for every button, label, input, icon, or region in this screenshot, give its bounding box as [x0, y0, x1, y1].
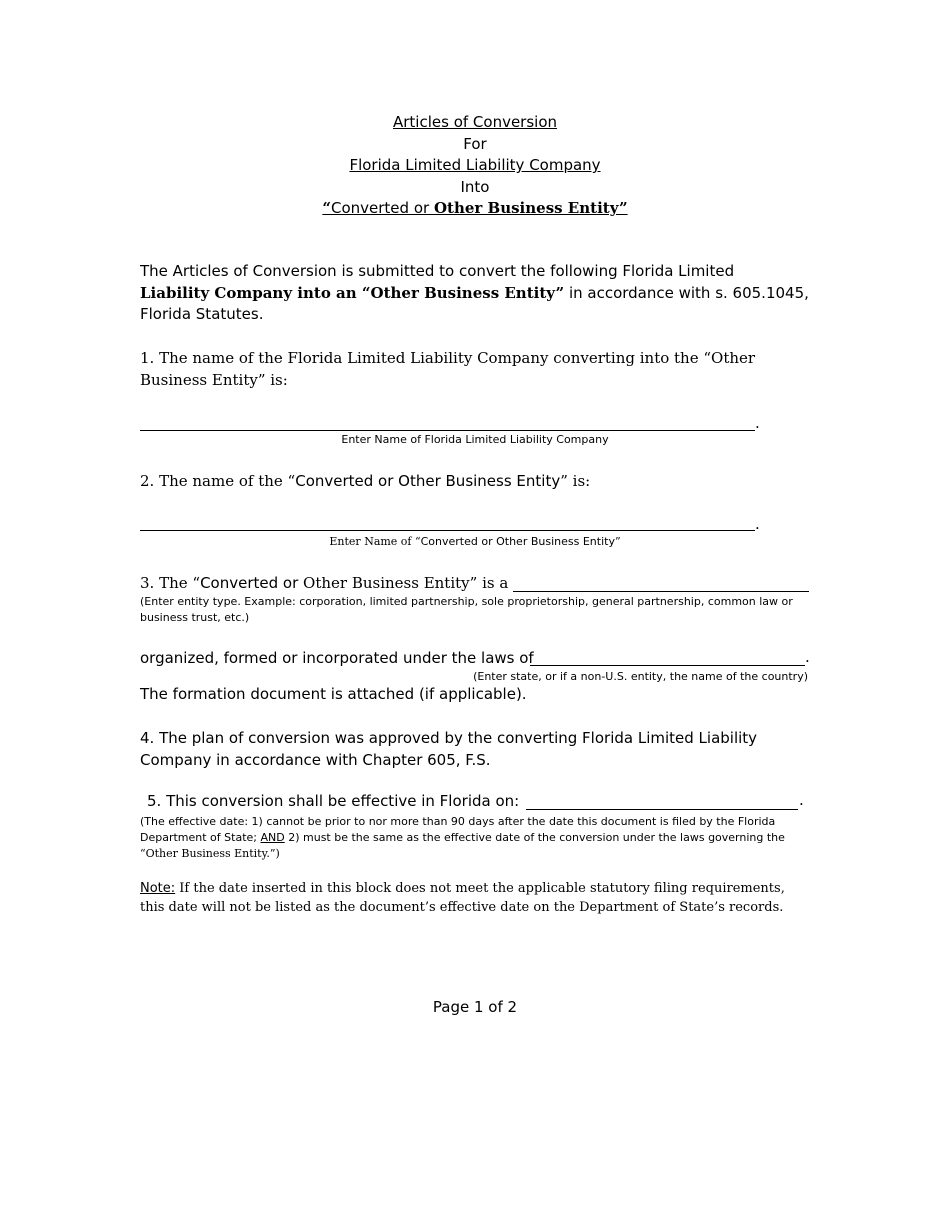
entity-name-caption: Enter Name of “Converted or Other Business Entity” — [329, 535, 621, 548]
llc-name-caption: Enter Name of Florida Limited Liability Company — [341, 433, 609, 446]
entity-type-field[interactable] — [513, 591, 809, 592]
jurisdiction-caption: (Enter state, or if a non-U.S. entity, the name of the country) — [473, 670, 808, 683]
effective-date-field[interactable] — [526, 809, 798, 810]
intro-paragraph: The Articles of Conversion is submitted to convert the following Florida Limited Liability Company into an “Other Business Entity” in accordance with s. 605.1045, Florida Statutes. — [140, 262, 809, 323]
title-florida-llc: Florida Limited Liability Company — [349, 156, 601, 174]
jurisdiction-field[interactable] — [530, 665, 805, 666]
organized-text: organized, formed or incorporated under the laws of — [140, 649, 534, 667]
item5-period: . — [799, 791, 804, 809]
title-into: Into — [460, 177, 490, 196]
item4-text: 4. The plan of conversion was approved by the converting Florida Limited Liability Company in accordance with Chapter 605, F.S. — [140, 729, 758, 769]
title-converted-entity: “Converted or Other Business Entity” — [322, 199, 628, 217]
item1-text: 1. The name of the Florida Limited Liability Company converting into the “Other Business Entity” is: — [140, 349, 756, 389]
item5-text: 5. This conversion shall be effective in Florida on: — [147, 792, 520, 810]
entity-type-note: (Enter entity type. Example: corporation, limited partnership, sole proprietorship, general partnership, common law or business trust, etc.) — [140, 595, 793, 624]
item3-text: 3. The “Converted or Other Business Entity” is a — [140, 574, 509, 592]
llc-name-field[interactable] — [140, 430, 755, 431]
item2-period: . — [755, 515, 760, 533]
formation-text: The formation document is attached (if applicable). — [140, 685, 527, 703]
item1-period: . — [755, 414, 760, 432]
note-label: Note: — [140, 881, 176, 896]
title-for: For — [463, 134, 487, 153]
item2-text: 2. The name of the “Converted or Other Business Entity” is: — [140, 472, 591, 490]
page-number: Page 1 of 2 — [432, 998, 518, 1016]
note-paragraph: Note: If the date inserted in this block does not meet the applicable statutory filing requirements, this date will not be listed as the document’s effective date on the Department of State’s records. — [140, 881, 785, 915]
title-articles: Articles of Conversion — [392, 113, 558, 131]
organized-period: . — [805, 648, 810, 666]
effective-date-note: (The effective date: 1) cannot be prior to nor more than 90 days after the date this document is filed by the Florida Department of State; AND 2) must be the same as the effective date of the conversion under the laws governing the “Other Business Entity.”) — [140, 815, 785, 860]
entity-name-field[interactable] — [140, 530, 755, 531]
title-block — [0, 112, 950, 220]
